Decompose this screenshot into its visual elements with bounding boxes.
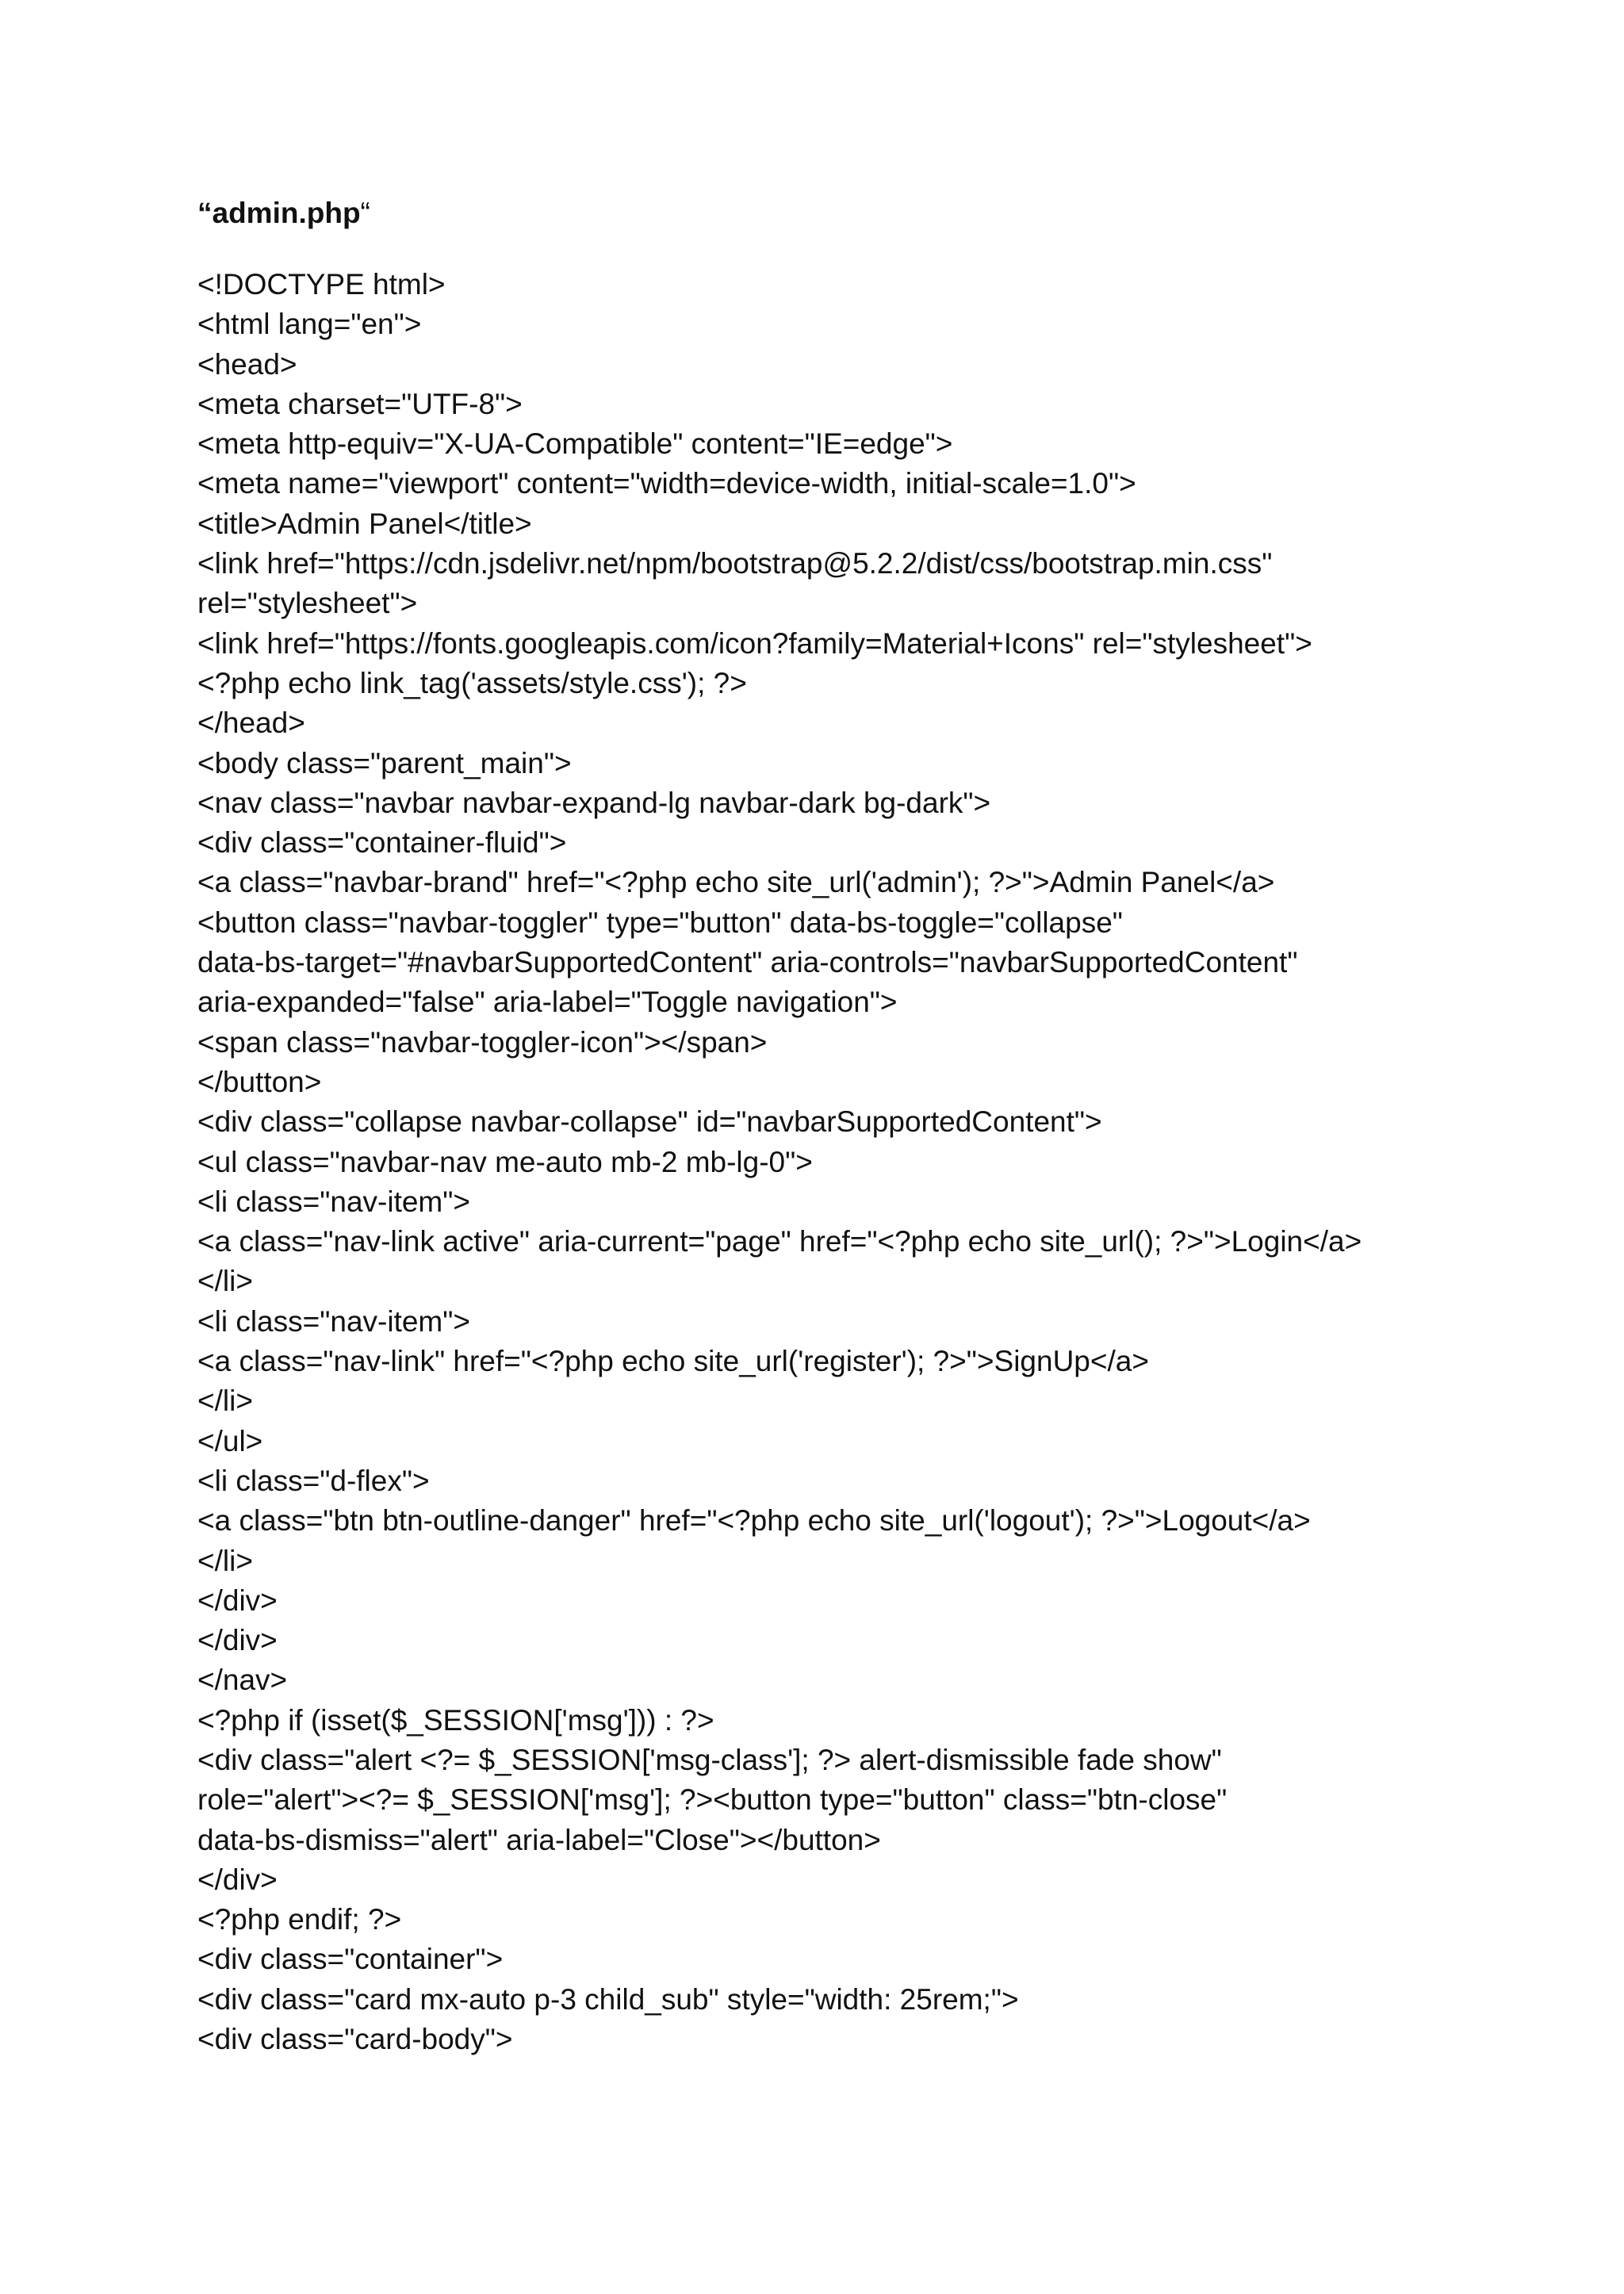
code-line: <?php echo link_tag('assets/style.css'); ?> xyxy=(197,666,747,699)
code-line: <div class="card mx-auto p-3 child_sub" style="width: 25rem;"> xyxy=(197,1982,1019,2016)
code-line: <a class="nav-link" href="<?php echo site_url('register'); ?>">SignUp</a> xyxy=(197,1345,1149,1378)
code-line: <body class="parent_main"> xyxy=(197,746,572,779)
code-line: <div class="collapse navbar-collapse" id="navbarSupportedContent"> xyxy=(197,1105,1102,1139)
code-line: <button class="navbar-toggler" type="button" data-bs-toggle="collapse" xyxy=(197,906,1123,939)
code-line: <li class="nav-item"> xyxy=(197,1185,470,1218)
code-line: <ul class="navbar-nav me-auto mb-2 mb-lg-0"> xyxy=(197,1145,813,1178)
code-line: <html lang="en"> xyxy=(197,308,422,341)
code-line: <link href="https://fonts.googleapis.com/icon?family=Material+Icons" rel="stylesheet"> xyxy=(197,626,1312,660)
code-line: data-bs-target="#navbarSupportedContent" aria-controls="navbarSupportedContent" xyxy=(197,946,1298,979)
title-open-quote: “ xyxy=(197,197,213,229)
code-line: data-bs-dismiss="alert" aria-label="Close"></button> xyxy=(197,1823,881,1856)
code-line: <meta http-equiv="X-UA-Compatible" content="IE=edge"> xyxy=(197,427,953,461)
code-line: <span class="navbar-toggler-icon"></span> xyxy=(197,1025,768,1059)
title-close-quote: “ xyxy=(360,197,370,229)
code-line: </div> xyxy=(197,1624,278,1657)
code-line: <head> xyxy=(197,347,297,381)
code-line: aria-expanded="false" aria-label="Toggle navigation"> xyxy=(197,986,898,1019)
code-line: </ul> xyxy=(197,1424,263,1457)
code-line: <nav class="navbar navbar-expand-lg navbar-dark bg-dark"> xyxy=(197,786,991,819)
code-line: <div class="container-fluid"> xyxy=(197,826,567,860)
code-line: <a class="nav-link active" aria-current="page" href="<?php echo site_url(); ?>">Login</a> xyxy=(197,1225,1362,1258)
code-line: role="alert"><?= $_SESSION['msg']; ?><button type="button" class="btn-close" xyxy=(197,1783,1228,1817)
code-line: rel="stylesheet"> xyxy=(197,587,418,620)
code-line: <title>Admin Panel</title> xyxy=(197,507,532,540)
code-line: <div class="card-body"> xyxy=(197,2023,513,2056)
title-filename: admin.php xyxy=(212,197,361,229)
code-line: <?php endif; ?> xyxy=(197,1903,402,1936)
code-line: <!DOCTYPE html> xyxy=(197,268,446,301)
code-line: <div class="container"> xyxy=(197,1943,504,1976)
code-line: <a class="btn btn-outline-danger" href="<?php echo site_url('logout'); ?>">Logout</a> xyxy=(197,1504,1311,1538)
code-line: <div class="alert <?= $_SESSION['msg-class']; ?> alert-dismissible fade show" xyxy=(197,1743,1222,1776)
code-line: </li> xyxy=(197,1544,253,1577)
code-line: </button> xyxy=(197,1065,322,1098)
code-line: <meta charset="UTF-8"> xyxy=(197,387,523,420)
code-line: <?php if (isset($_SESSION['msg'])) : ?> xyxy=(197,1703,714,1737)
code-line: <li class="d-flex"> xyxy=(197,1464,430,1497)
code-line: </div> xyxy=(197,1863,278,1896)
document-title xyxy=(197,193,370,233)
code-line: <link href="https://cdn.jsdelivr.net/npm/bootstrap@5.2.2/dist/css/bootstrap.min.css" xyxy=(197,547,1273,580)
code-line: </li> xyxy=(197,1265,253,1298)
code-listing xyxy=(197,265,1609,2059)
code-line: </head> xyxy=(197,707,305,740)
code-line: <meta name="viewport" content="width=device-width, initial-scale=1.0"> xyxy=(197,467,1136,500)
code-line: </li> xyxy=(197,1384,253,1418)
code-line: <a class="navbar-brand" href="<?php echo site_url('admin'); ?>">Admin Panel</a> xyxy=(197,866,1275,899)
code-line: </nav> xyxy=(197,1664,288,1697)
code-line: <li class="nav-item"> xyxy=(197,1304,470,1338)
code-line: </div> xyxy=(197,1584,278,1617)
